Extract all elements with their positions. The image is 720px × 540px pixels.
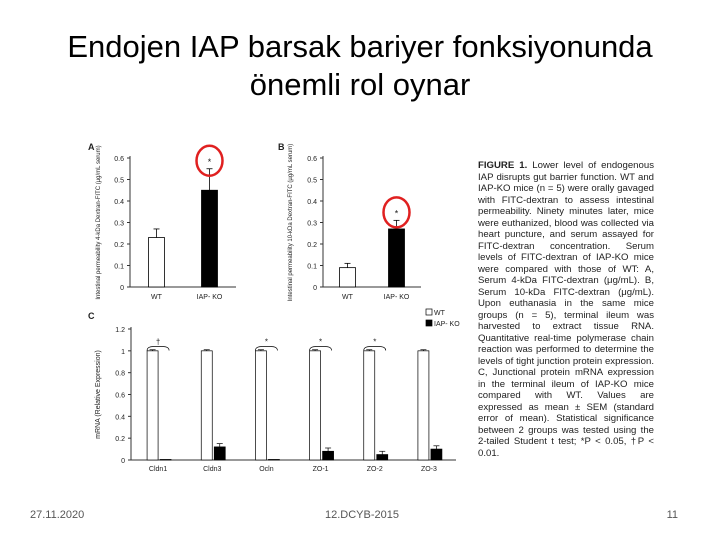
y-tick-label: 0 [121, 458, 125, 465]
figure-caption [478, 160, 654, 459]
bar-cldn1-1 [160, 459, 171, 460]
slide-title-line-1: Endojen IAP barsak bariyer fonksiyonunda [67, 29, 653, 64]
panel-label-a: A [88, 142, 95, 152]
bar-wt [149, 238, 165, 287]
legend-swatch [426, 320, 432, 326]
significance-marker: * [319, 337, 323, 347]
significance-marker: * [373, 337, 377, 347]
y-tick-label: 0.1 [114, 263, 124, 271]
bar-zo-1-1 [323, 451, 334, 460]
slide-title [0, 28, 720, 104]
footer-event: 12.DCYB-2015 [325, 509, 399, 521]
significance-marker: * [394, 208, 399, 219]
bar-zo-2-0 [364, 351, 375, 460]
footer-page-number: 11 [666, 509, 678, 521]
bar-zo-2-1 [377, 455, 388, 460]
bar-iap-ko [389, 229, 405, 287]
x-tick-label: ZO-2 [366, 466, 383, 472]
bar-zo-1-0 [310, 351, 321, 460]
x-tick-label: ZO-1 [312, 466, 329, 472]
bar-cldn3-1 [214, 447, 225, 460]
y-tick-label: 0.5 [114, 177, 124, 185]
y-axis-label: Intestinal permeability 10-kDa Dextran-FITC (µg/mL serum) [288, 143, 294, 302]
bar-wt [340, 268, 356, 287]
figure-panels [86, 132, 468, 472]
y-tick-label: 0.8 [115, 370, 125, 378]
legend-swatch [426, 309, 432, 315]
panel-c [88, 309, 460, 472]
legend-label: IAP- KO [434, 321, 460, 328]
x-tick-label: IAP- KO [196, 294, 223, 301]
bar-cldn3-0 [201, 351, 212, 460]
bar-ocln-1 [268, 459, 279, 460]
slide-title-line-2: önemli rol oynar [249, 67, 471, 102]
y-tick-label: 1 [121, 348, 125, 356]
x-tick-label: Ocln [259, 466, 274, 472]
y-tick-label: 1.2 [115, 327, 125, 334]
y-tick-label: 0.4 [114, 199, 124, 206]
y-tick-label: 0.4 [307, 199, 317, 206]
y-tick-label: 0.2 [114, 242, 124, 249]
y-tick-label: 0.1 [307, 263, 317, 271]
bar-ocln-0 [255, 351, 266, 460]
panel-label-c: C [88, 311, 95, 321]
footer-date: 27.11.2020 [30, 509, 85, 521]
y-tick-label: 0.6 [114, 156, 124, 163]
y-tick-label: 0 [120, 285, 124, 292]
legend-label: WT [434, 310, 445, 317]
y-tick-label: 0.4 [115, 414, 125, 422]
y-tick-label: 0.5 [307, 177, 317, 185]
panel-label-b: B [278, 142, 285, 152]
y-tick-label: 0.6 [307, 156, 317, 163]
figure-caption-text: Lower level of endogenous IAP disrupts gut barrier function. WT and IAP-KO mice (n = 5) were orally gavaged with FITC-dextran to assess intestinal permeability. Ninety minutes later, mice were euthanized, blood was collected via heart puncture, and serum assayed for FITC-dextran concentration. Serum levels of FITC-dextran of IAP-KO mice were compared with those of WT: A, Serum 4-kDa FITC-dextran (μg/mL). B, Serum 10-kDa FITC-dextran (μg/mL). Upon euthanasia in the same mice groups (n = 5), terminal ileum was harvested to extract tissue RNA. Quantitative real-time polymerase chain reaction was performed to determine the levels of tight junction protein expression. C, Junctional protein mRNA expression in the terminal ileum of IAP-KO mice compared with WT. Values are expressed as mean ± SEM (standard error of mean). Statistical significance between 2 groups was tested using the 2-tailed Student t test; *P < 0.05, †P < 0.01. [478, 160, 654, 459]
bar-iap-ko [202, 190, 218, 287]
figure-caption-label: FIGURE 1. [478, 160, 528, 171]
bar-cldn1-0 [147, 351, 158, 460]
y-tick-label: 0.6 [115, 392, 125, 400]
x-tick-label: Cldn1 [148, 466, 168, 472]
x-tick-label: WT [151, 294, 162, 301]
x-tick-label: ZO-3 [420, 466, 437, 472]
y-tick-label: 0.2 [115, 436, 125, 444]
significance-marker: † [155, 337, 161, 347]
bar-zo-3-0 [418, 351, 429, 460]
y-tick-label: 0.3 [307, 220, 317, 228]
x-tick-label: IAP- KO [383, 294, 410, 301]
y-axis-label: Intestinal permeability 4-kDa Dextran-FITC (µg/mL serum) [96, 145, 102, 300]
bar-zo-3-1 [431, 449, 442, 460]
x-tick-label: WT [342, 294, 353, 301]
panel-a [88, 142, 236, 301]
x-tick-label: Cldn3 [203, 466, 222, 472]
panel-b [278, 142, 421, 301]
y-tick-label: 0.3 [114, 220, 124, 228]
significance-marker: * [264, 337, 268, 347]
y-tick-label: 0 [313, 285, 317, 292]
y-axis-label: mRNA (Relative Expression) [95, 350, 102, 439]
significance-marker: * [207, 156, 212, 167]
y-tick-label: 0.2 [307, 242, 317, 249]
